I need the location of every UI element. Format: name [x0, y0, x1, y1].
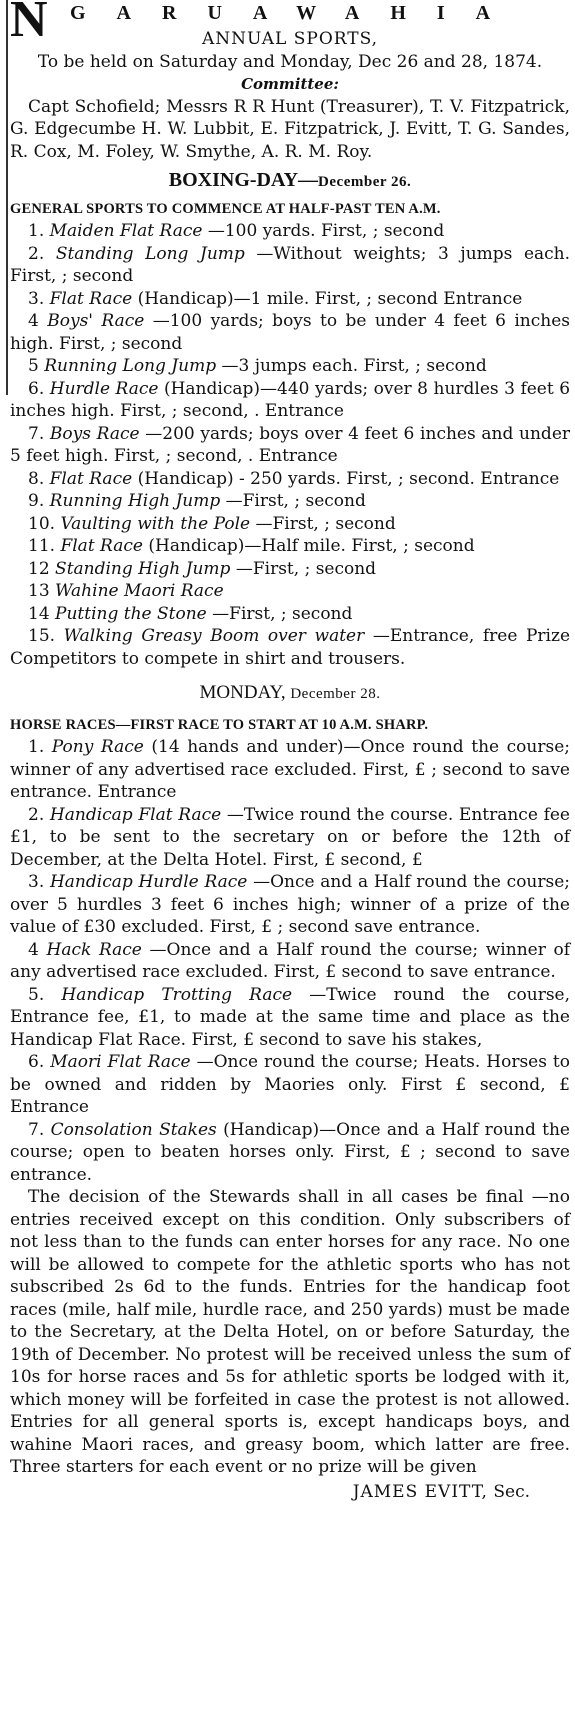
event-item [10, 558, 570, 581]
event-item [10, 580, 570, 603]
event-name: Wahine Maori Race [55, 581, 224, 601]
event-number: 15. [28, 626, 56, 646]
page-title: GARUAWAHIA [70, 2, 522, 24]
event-number: 1. [28, 221, 45, 241]
event-details: (Handicap) - 250 yards. First, ; second. Entrance [137, 468, 560, 489]
event-name: Walking Greasy Boom over water [63, 626, 365, 646]
event-details: —100 yards. First, ; second [207, 221, 445, 241]
event-number: 14 [28, 603, 50, 624]
event-details: —Once and a Half round the course; winner of any advertised race excluded. First, £ second to save entrance. [10, 939, 571, 982]
event-number: 6. [28, 378, 45, 399]
event-details: —Once and a Half round the course; over 5 hurdles 3 feet 6 inches high; winner of a prize of the value of £30 excluded. First, £ ; second save entrance. [10, 872, 571, 937]
boxing-day-date: December 26. [318, 174, 412, 190]
event-details: —Twice round the course. Entrance fee £1, to be sent to the secretary on or before the 12th of December, at the Delta Hotel. First, £ second, £ [10, 804, 570, 870]
advertisement [10, 0, 570, 1503]
event-details: —3 jumps each. First, ; second [221, 356, 487, 376]
event-item [10, 1119, 570, 1187]
event-item [10, 1051, 570, 1119]
event-name: Flat Race [49, 468, 133, 489]
event-details: —First, ; second [255, 513, 396, 534]
event-details: (Handicap)—1 mile. First, ; second Entrance [137, 288, 523, 309]
event-details: —First, ; second [225, 491, 366, 511]
event-number: 3. [28, 288, 45, 309]
event-dates: To be held on Saturday and Monday, Dec 26 and 28, 1874. [37, 51, 543, 72]
left-border-rule [6, 0, 8, 395]
event-number: 3. [28, 872, 45, 892]
event-name: Boys Race [49, 423, 140, 444]
subtitle: ANNUAL SPORTS, [201, 29, 379, 49]
event-item [10, 984, 570, 1052]
event-details: (Handicap)—Half mile. First, ; second [148, 536, 475, 556]
secretary-name: JAMES EVITT, [352, 1481, 488, 1502]
event-number: 2. [28, 804, 45, 825]
event-number: 5. [28, 984, 45, 1005]
monday-title: MONDAY, [199, 682, 286, 703]
event-item [10, 804, 570, 872]
event-details: (Handicap)—440 yards; over 8 hurdles 3 feet 6 inches high. First, ; second, . Entrance [10, 378, 571, 421]
event-number: 4 [28, 939, 39, 960]
event-name: Boys' Race [47, 311, 145, 331]
event-name: Handicap Flat Race [49, 804, 222, 825]
event-item [10, 513, 570, 536]
event-item [10, 288, 570, 311]
event-number: 2. [28, 243, 45, 264]
boxing-day-title: BOXING-DAY— [168, 169, 319, 191]
event-number: 12 [28, 558, 50, 579]
event-item [10, 310, 570, 355]
event-number: 13 [28, 581, 50, 601]
event-number: 8. [28, 468, 45, 489]
event-item [10, 378, 570, 423]
event-name: Pony Race [51, 737, 144, 757]
event-name: Standing Long Jump [55, 243, 245, 264]
event-item [10, 243, 570, 288]
monday-events [10, 736, 570, 1186]
event-details: —Once round the course; Heats. Horses to be owned and ridden by Maories only. First £ second, £ Entrance [10, 1052, 570, 1117]
event-number: 5 [28, 356, 39, 376]
event-number: 11. [28, 536, 56, 556]
committee-members: Capt Schofield; Messrs R R Hunt (Treasurer), T. V. Fitzpatrick, G. Edgecumbe H. W. Lubbit, E. Fitzpatrick, J. Evitt, T. G. Sandes, R. Cox, M. Foley, W. Smythe, A. R. M. Roy. [10, 96, 570, 162]
event-item [10, 355, 570, 378]
event-number: 10. [28, 513, 56, 534]
event-item [10, 535, 570, 558]
event-number: 7. [28, 423, 45, 444]
event-details: (Handicap)—Once and a Half round the course; open to beaten horses only. First, £ ; second to save entrance. [10, 1119, 570, 1185]
event-details: —First, ; second [212, 603, 353, 624]
boxing-day-events [10, 220, 570, 670]
horse-races-subheading: HORSE RACES—FIRST RACE TO START AT 10 A.M. SHARP. [10, 716, 429, 733]
event-item [10, 220, 570, 243]
event-number: 4 [28, 311, 39, 331]
committee-label: Committee: [241, 75, 339, 93]
event-details: —Entrance, free Prize Competitors to compete in shirt and trousers. [10, 626, 571, 669]
event-name: Consolation Stakes [50, 1119, 217, 1140]
signature [10, 1481, 570, 1504]
event-details: —Without weights; 3 jumps each. First, ; second [10, 243, 571, 286]
dropcap: N [10, 0, 48, 48]
event-name: Standing High Jump [55, 558, 231, 579]
event-number: 6. [28, 1052, 45, 1072]
event-item [10, 939, 570, 984]
event-details: —200 yards; boys over 4 feet 6 inches and under 5 feet high. First, ; second, . Entrance [10, 423, 570, 466]
event-details: —First, ; second [235, 558, 377, 579]
conditions-text: The decision of the Stewards shall in all cases be final —no entries received except on this condition. Only subscribers of not less than to the funds can enter horses for any race. No one will be allowed to compete for the athletic sports who has not subscribed 2s 6d to the funds. Entries for the handicap foot races (mile, half mile, hurdle race, and 250 yards) must be made to the Secretary, at the Delta Hotel, on or before Saturday, the 19th of December. No protest will be received unless the sum of 10s for horse races and 5s for athletic sports be lodged with it, which money will be forfeited in case the protest is not allowed. Entries for all general sports is, except handicaps boys, and wahine Maori races, and greasy boom, which latter are free. Three starters for each event or no prize will be given [10, 1187, 570, 1477]
event-name: Maori Flat Race [50, 1052, 191, 1072]
event-details: (14 hands and under)—Once round the course; winner of any advertised race excluded. First, £ ; second to save entrance. Entrance [10, 737, 570, 802]
secretary-role: Sec. [493, 1481, 530, 1502]
event-name: Running High Jump [49, 491, 221, 511]
general-sports-subheading: GENERAL SPORTS TO COMMENCE AT HALF-PAST TEN A.M. [10, 200, 441, 217]
event-item [10, 468, 570, 491]
event-name: Hack Race [46, 939, 142, 960]
event-item [10, 625, 570, 670]
event-name: Flat Race [49, 288, 133, 309]
event-item [10, 603, 570, 626]
boxing-day-heading [10, 169, 570, 194]
event-number: 9. [28, 491, 45, 511]
event-number: 1. [28, 737, 45, 757]
event-details: —Twice round the course, Entrance fee, £1, to made at the same time and place as the Handicap Flat Race. First, £ second to save his stakes, [10, 984, 571, 1050]
event-name: Hurdle Race [49, 378, 159, 399]
monday-date: December 28. [290, 686, 381, 702]
monday-heading [10, 682, 570, 706]
event-name: Flat Race [60, 536, 143, 556]
event-item [10, 871, 570, 939]
event-item [10, 423, 570, 468]
event-item [10, 736, 570, 804]
event-name: Handicap Trotting Race [61, 984, 293, 1005]
event-name: Running Long Jump [44, 356, 217, 376]
event-name: Putting the Stone [55, 603, 207, 624]
event-number: 7. [28, 1119, 45, 1140]
event-name: Handicap Hurdle Race [49, 872, 248, 892]
event-name: Vaulting with the Pole [60, 513, 251, 534]
masthead [10, 0, 570, 48]
event-item [10, 490, 570, 513]
event-name: Maiden Flat Race [49, 221, 203, 241]
event-details: —100 yards; boys to be under 4 feet 6 inches high. First, ; second [10, 311, 570, 354]
